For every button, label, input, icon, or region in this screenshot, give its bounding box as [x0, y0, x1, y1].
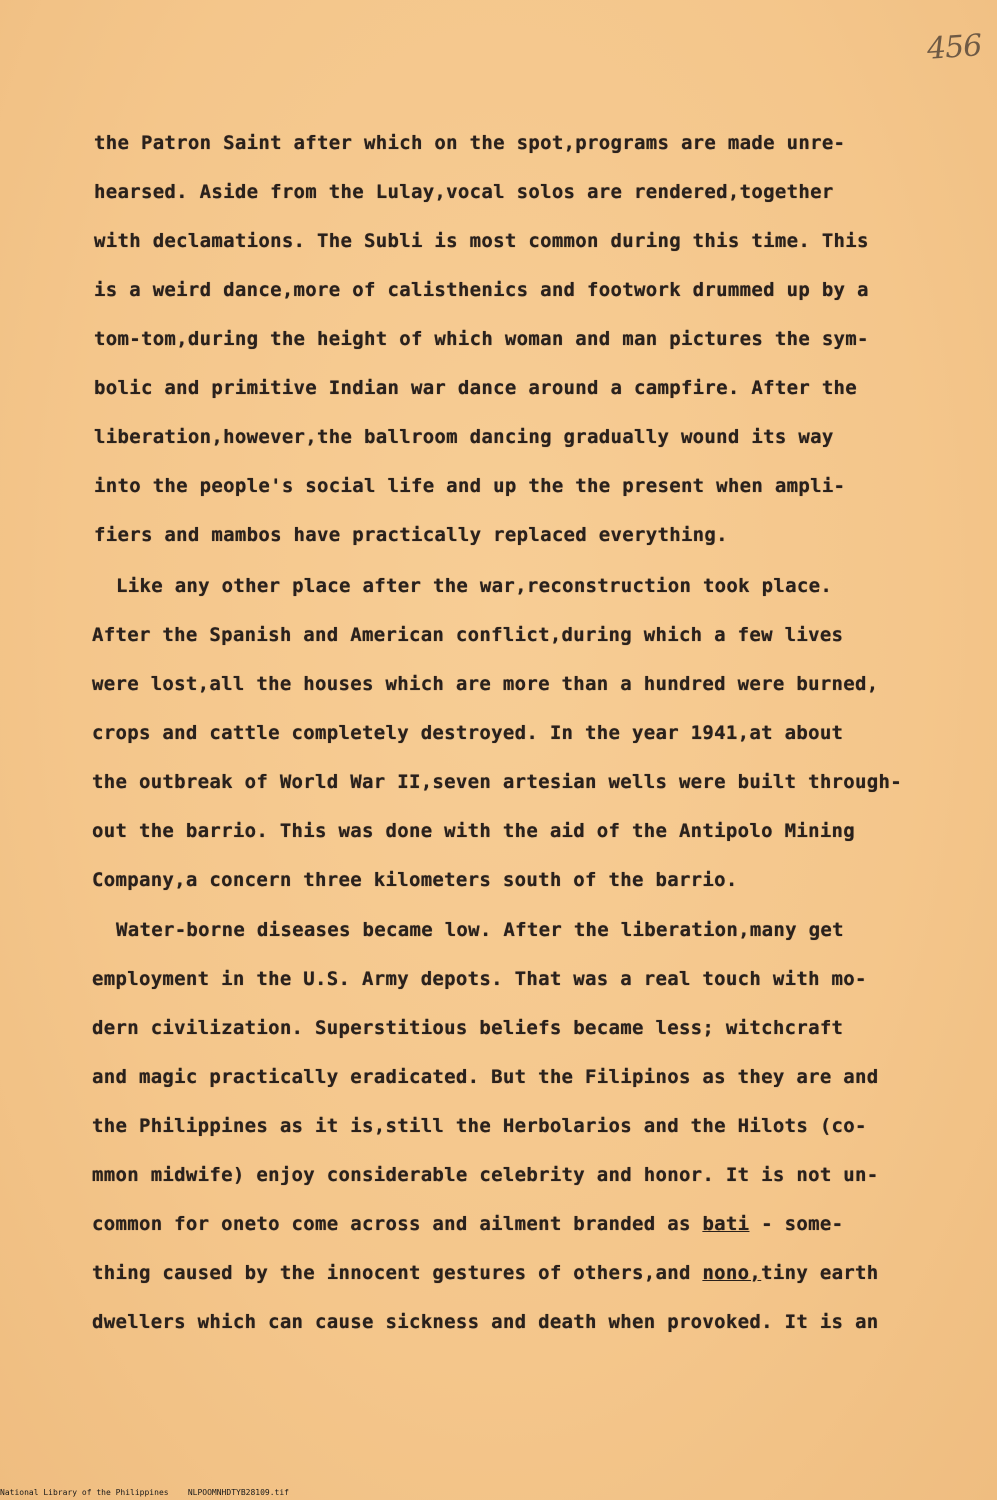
text-line: the Patron Saint after which on the spot,programs are made unre- [94, 132, 846, 154]
text-line: mmon midwife) enjoy considerable celebrity and honor. It is not un- [92, 1164, 879, 1186]
scan-footer [0, 1488, 289, 1497]
text-span: tiny earth [761, 1262, 879, 1284]
text-line: After the Spanish and American conflict,during which a few lives [92, 624, 844, 646]
underlined-term: nono, [702, 1262, 762, 1284]
text-line: employment in the U.S. Army depots. That was a real touch with mo- [92, 968, 867, 990]
footer-library: National Library of the Philippines [0, 1488, 169, 1497]
underlined-term: bati [702, 1213, 750, 1235]
text-line: the Philippines as it is,still the Herbolarios and the Hilots (co- [92, 1115, 867, 1137]
text-line: dwellers which can cause sickness and death when provoked. It is an [92, 1311, 879, 1333]
text-line: dern civilization. Superstitious beliefs became less; witchcraft [92, 1017, 844, 1039]
text-line: Water-borne diseases became low. After the liberation,many get [116, 919, 844, 941]
text-line [92, 1262, 879, 1302]
text-span: - some- [749, 1213, 844, 1235]
text-span: thing caused by the innocent gestures of others,and [92, 1262, 703, 1284]
text-line: Company,a concern three kilometers south of the barrio. [92, 869, 738, 891]
text-span: common for oneto come across and ailment branded as [92, 1213, 703, 1235]
footer-filename: NLPOOMNHDTYB28109.tif [187, 1488, 289, 1497]
text-line: and magic practically eradicated. But the Filipinos as they are and [92, 1066, 879, 1088]
text-line [92, 1213, 843, 1253]
text-line: fiers and mambos have practically replaced everything. [94, 524, 728, 546]
text-line: liberation,however,the ballroom dancing gradually wound its way [94, 426, 834, 448]
text-line: into the people's social life and up the the present when ampli- [94, 475, 846, 497]
text-line: hearsed. Aside from the Lulay,vocal solos are rendered,together [94, 181, 834, 203]
text-line: were lost,all the houses which are more than a hundred were burned, [92, 673, 879, 695]
text-line: is a weird dance,more of calisthenics and footwork drummed up by a [94, 279, 869, 301]
text-line: Like any other place after the war,reconstruction took place. [116, 575, 833, 597]
text-line: out the barrio. This was done with the aid of the Antipolo Mining [92, 820, 856, 842]
text-line: with declamations. The Subli is most common during this time. This [94, 230, 869, 252]
text-line: bolic and primitive Indian war dance around a campfire. After the [94, 377, 858, 399]
text-line: the outbreak of World War II,seven artesian wells were built through- [92, 771, 902, 793]
text-line: tom-tom,during the height of which woman and man pictures the sym- [94, 328, 869, 350]
page-number: 456 [925, 28, 983, 67]
text-line: crops and cattle completely destroyed. In the year 1941,at about [92, 722, 844, 744]
